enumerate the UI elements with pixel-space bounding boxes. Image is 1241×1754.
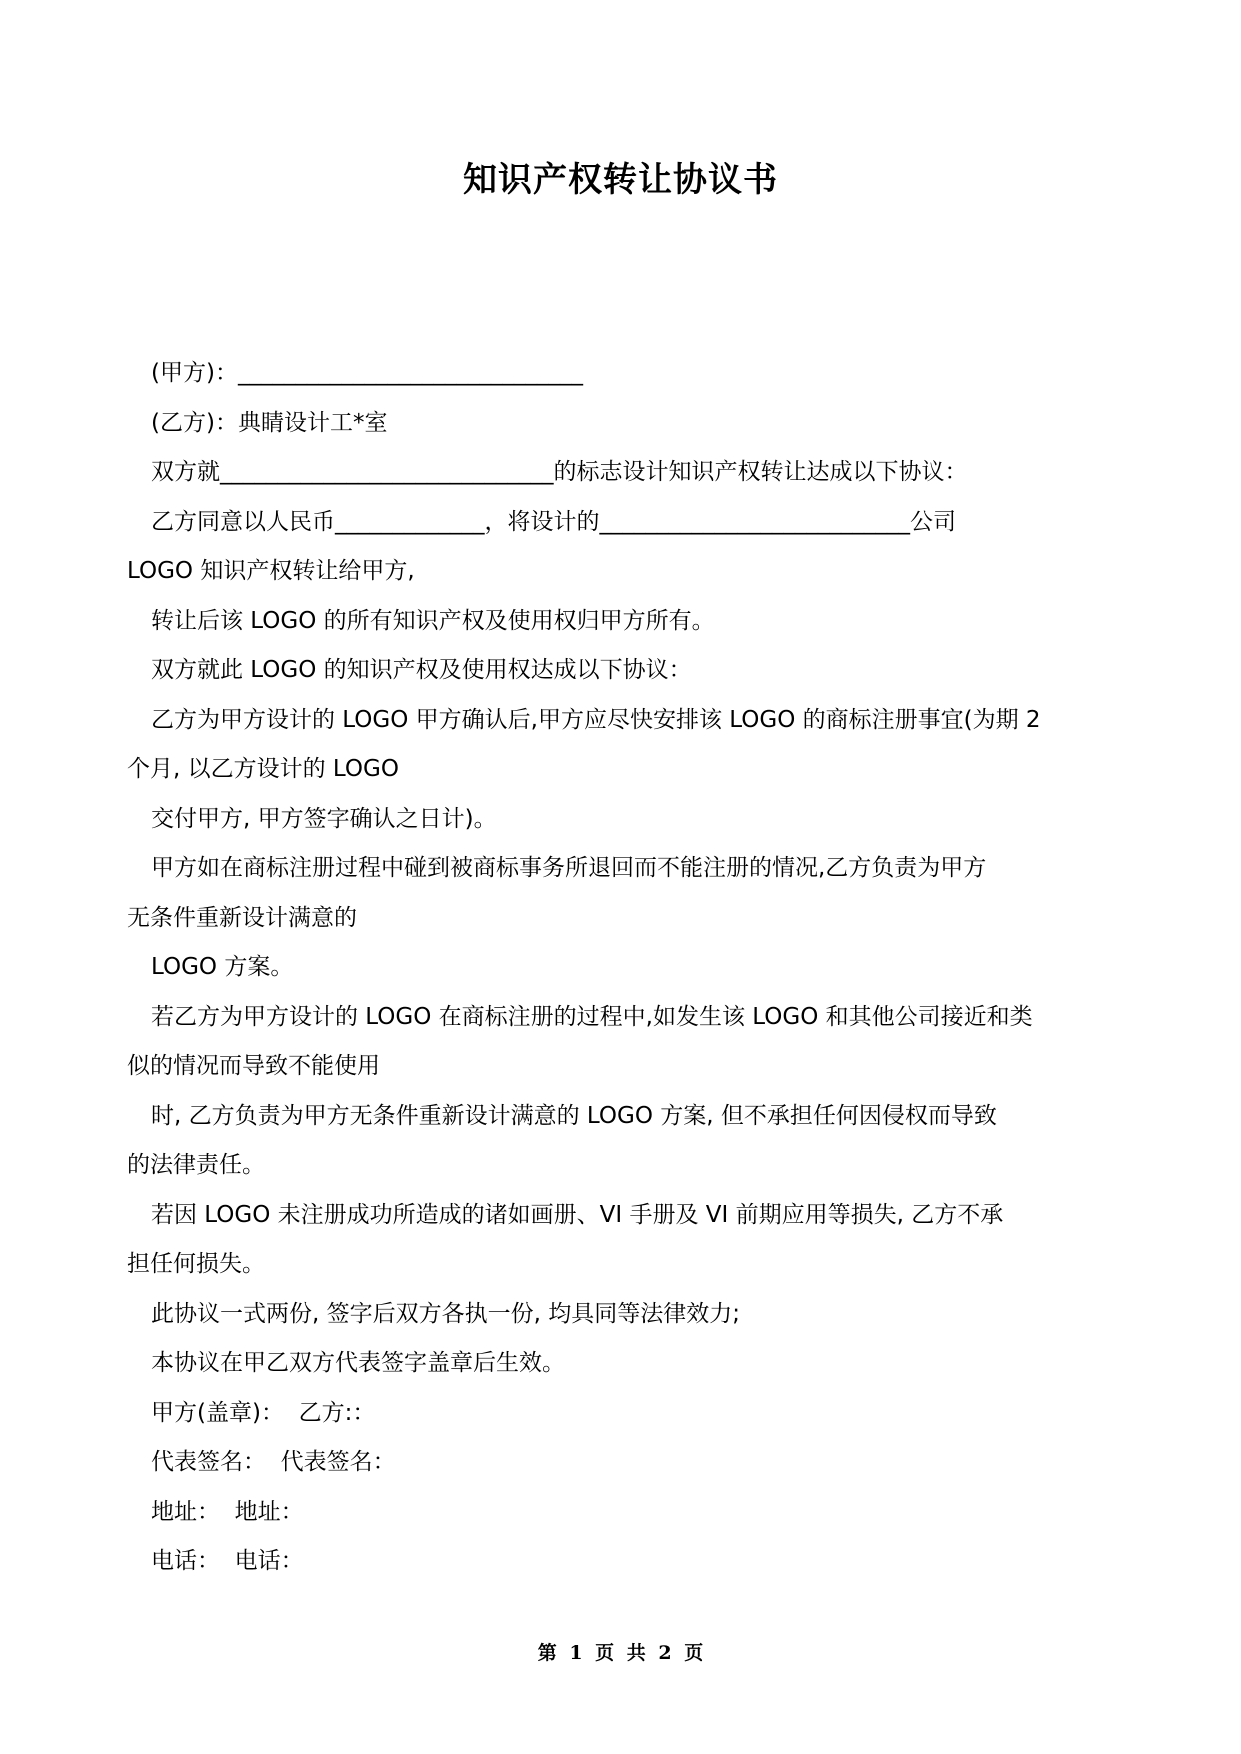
address-line: 地址： 地址： [151,1498,304,1525]
signature-line: 代表签名： 代表签名： [151,1449,396,1475]
clause-3-line-end: 的法律责任。 [127,1152,265,1178]
document-body [127,349,1091,1587]
clause-4-line: 若因 LOGO 未注册成功所造成的诸如画册、VI 手册及 VI 前期应用等损失, 乙方不承 [151,1201,1004,1228]
clause-2-line-end: LOGO 方案。 [151,954,294,980]
clause-1-line-cont: 个月, 以乙方设计的 LOGO [127,756,399,782]
terms-intro-line: 双方就此 LOGO 的知识产权及使用权达成以下协议： [151,657,692,683]
clause-3-line: 若乙方为甲方设计的 LOGO 在商标注册的过程中,如发生该 LOGO 和其他公司接近和类 [151,1003,1033,1030]
clause-2-line-cont: 无条件重新设计满意的 [127,904,357,931]
copies-line: 此协议一式两份, 签字后双方各执一份, 均具同等法律效力; [151,1300,740,1327]
ownership-line: 转让后该 LOGO 的所有知识产权及使用权归甲方所有。 [151,607,715,634]
clause-3-line-cont: 似的情况而导致不能使用 [127,1053,380,1079]
agreement-intro-line: 双方就_____________________________的标志设计知识产权转让达成以下协议： [151,459,968,485]
clause-2-line: 甲方如在商标注册过程中碰到被商标事务所退回而不能注册的情况,乙方负责为甲方 [151,855,987,881]
clause-4-line-end: 担任何损失。 [127,1251,265,1277]
page-number: 第 1 页 共 2 页 [537,1642,704,1664]
party-b-line: (乙方)：典睛设计工*室 [151,409,388,436]
payment-line-cont: LOGO 知识产权转让给甲方, [127,558,415,584]
seal-line: 甲方(盖章)： 乙方:： [151,1399,376,1426]
document-title: 知识产权转让协议书 [463,160,778,200]
phone-line: 电话： 电话： [151,1548,304,1574]
clause-3-line-next: 时, 乙方负责为甲方无条件重新设计满意的 LOGO 方案, 但不承担任何因侵权而导致 [151,1102,997,1129]
payment-line: 乙方同意以人民币_____________，将设计的___________________________公司 [151,508,956,535]
clause-1-line-end: 交付甲方, 甲方签字确认之日计)。 [151,805,497,832]
party-a-line: (甲方)：______________________________ [151,360,583,386]
effective-line: 本协议在甲乙双方代表签字盖章后生效。 [151,1350,565,1376]
clause-1-line: 乙方为甲方设计的 LOGO 甲方确认后,甲方应尽快安排该 LOGO 的商标注册事宜(为期 2 [151,706,1041,733]
